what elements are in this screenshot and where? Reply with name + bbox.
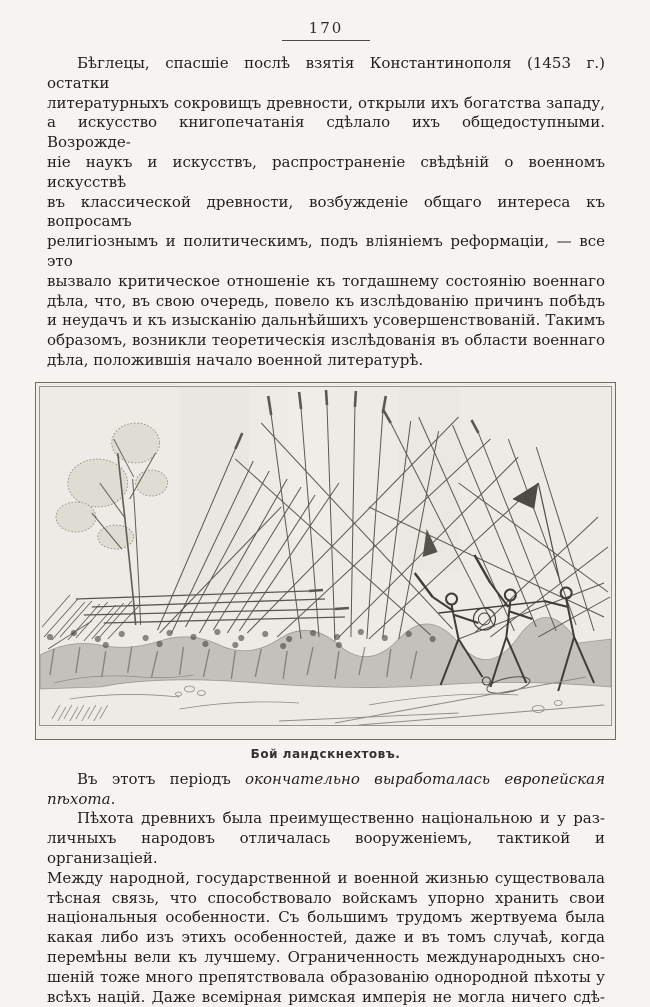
battle-engraving-figure: [35, 382, 616, 761]
text-line: литературныхъ сокровищъ древности, открыли ихъ богатства западу,: [47, 93, 605, 112]
period-plain-end: .: [110, 789, 116, 808]
engraving-frame: [35, 382, 616, 740]
text-line: шеній тоже много препятствовала образованію однородной пѣхоты у: [47, 967, 605, 986]
text-line: ніе наукъ и искусствъ, распространеніе свѣдѣній о военномъ искусствѣ: [47, 152, 605, 191]
text-line: а искусство книгопечатанія сдѣлало ихъ общедоступными. Возрожде-: [47, 113, 605, 152]
text-line: вызвало критическое отношеніе къ тогдашнему состоянію военнаго: [47, 271, 605, 290]
text-line: религіознымъ и политическимъ, подъ вліяніемъ реформаціи, — все это: [47, 232, 605, 270]
paragraph-intro: [47, 54, 605, 371]
page-header: [47, 18, 605, 41]
text-line: перемѣны вели къ лучшему. Ограниченность международныхъ сно-: [47, 947, 605, 966]
text-line: тѣсная связь, что способствовало войскамъ упорно хранить свои: [47, 888, 605, 907]
page-number: 170: [282, 19, 371, 41]
figure-caption: Бой ландскнехтовъ.: [250, 746, 401, 761]
text-line: національныя особенности. Съ большимъ трудомъ жертвуема была: [47, 908, 605, 927]
text-line: Бѣглецы, спасшіе послѣ взятія Константинополя (1453 г.) остатки: [47, 54, 605, 92]
text-line: Между народной, государственной и военной жизнью существовала: [47, 868, 605, 887]
text-line: образомъ, возникли теоретическія изслѣдованія въ области военнаго: [47, 331, 605, 350]
text-line: въ классической древности, возбужденіе общаго интереса къ вопросамъ: [47, 192, 605, 231]
paragraph-period: [47, 770, 605, 810]
period-plain-start: Въ этотъ періодъ: [77, 769, 245, 788]
text-line: и неудачъ и къ изысканію дальнѣйшихъ усовершенствованій. Такимъ: [47, 311, 605, 330]
period-italic: окончательно выработалась европейская пѣхота: [47, 769, 605, 808]
text-line: [47, 770, 605, 810]
text-line: Пѣхота древнихъ была преимущественно національною и у раз-: [77, 809, 605, 828]
landsknecht-battle-illustration: [40, 387, 611, 725]
text-line: какая либо изъ этихъ особенностей, даже и въ томъ случаѣ, когда: [47, 928, 605, 947]
paragraph-infantry: [47, 809, 605, 1007]
text-line: всѣхъ націй. Даже всемірная римская имперія не могла ничего сдѣ-: [47, 987, 605, 1006]
text-line: личныхъ народовъ отличалась вооруженіемъ, тактикой и организаціей.: [47, 829, 605, 867]
engraving-plate: [39, 386, 612, 726]
text-line: дѣла, положившія начало военной литературѣ.: [47, 350, 424, 369]
text-line: дѣла, что, въ свою очередь, повело къ изслѣдованію причинъ побѣдъ: [47, 291, 605, 310]
